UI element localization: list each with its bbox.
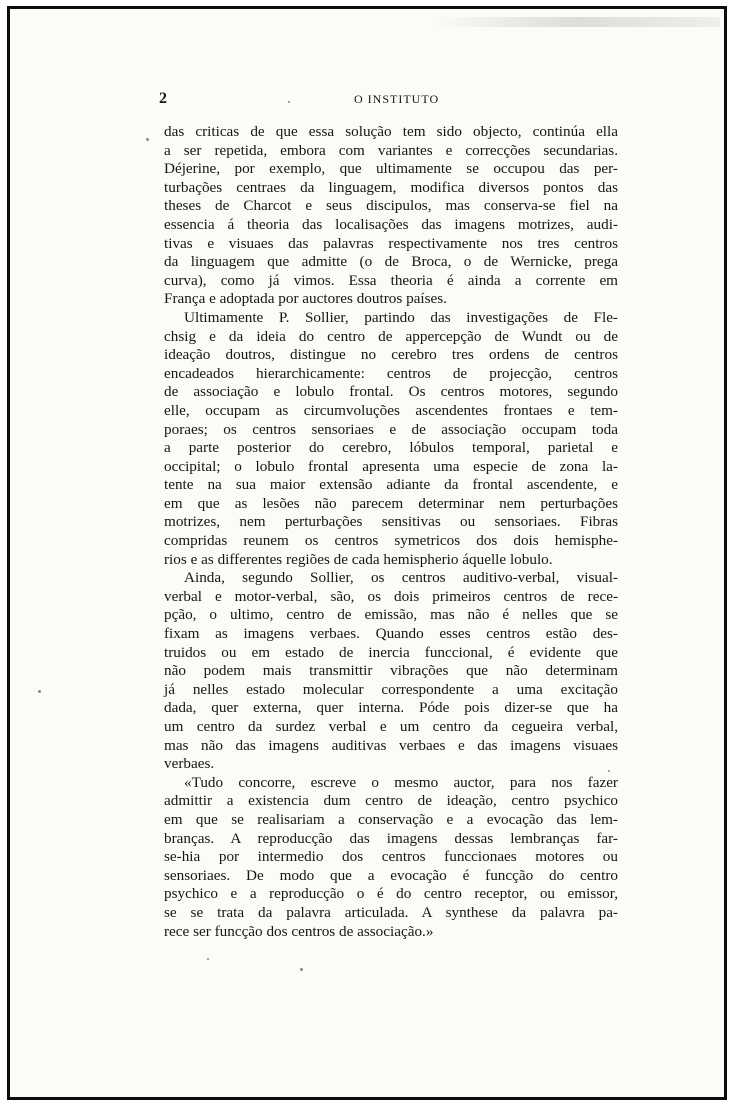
running-head: O INSTITUTO (354, 92, 440, 106)
text-line: mas não das imagens auditivas verbaes e das imagens visuaes (164, 736, 618, 754)
text-line: tivas e visuaes das palavras respectivamente nos tres centros (164, 234, 618, 252)
scan-speck (608, 770, 610, 772)
text-line: chsig e da ideia do centro de appercepção de Wundt ou de (164, 327, 618, 345)
text-line: elle, occupam as circumvoluções ascendentes frontaes e tem- (164, 401, 618, 419)
text-line: Déjerine, por exemplo, que ultimamente se occupou das per- (164, 160, 618, 178)
text-line: tente na sua maior extensão adiante da frontal ascendente, e (164, 476, 618, 494)
text-line: «Tudo concorre, escreve o mesmo auctor, para nos fazer (184, 773, 618, 791)
paragraph-1 (164, 123, 618, 309)
text-line: verbaes. (164, 755, 215, 773)
text-line: sensoriaes. De modo que a evocação é funcção do centro (164, 866, 618, 884)
scan-speck (38, 690, 41, 693)
text-line: não podem mais transmittir vibrações que não determinam (164, 662, 618, 680)
text-line: a ser repetida, embora com variantes e correcções secundarias. (164, 141, 618, 159)
text-line: Ultimamente P. Sollier, partindo das investigações de Fle- (184, 308, 618, 326)
text-line: occipital; o lobulo frontal apresenta uma especie de zona la- (164, 457, 618, 475)
text-line: em que se realisariam a conservação e a evocação das lem- (164, 810, 618, 828)
text-line: da linguagem que admitte (o de Broca, o de Wernicke, prega (164, 253, 618, 271)
scan-speck (300, 968, 303, 971)
text-line: Ainda, segundo Sollier, os centros auditivo-verbal, visual- (184, 569, 618, 587)
text-line: França e adoptada por auctores doutros países. (164, 290, 447, 308)
text-line: essencia á theoria das localisações das imagens motrizes, audi- (164, 215, 618, 233)
scan-speck (146, 138, 149, 141)
text-line: ideação doutros, distingue no cerebro tres ordens de centros (164, 346, 618, 364)
text-line: se-hia por intermedio dos centros funccionaes motores ou (164, 848, 618, 866)
paragraph-3 (164, 569, 618, 774)
text-line: poraes; os centros sensoriaes e de associação occupam toda (164, 420, 618, 438)
text-line: das criticas de que essa solução tem sido objecto, continúa ella (164, 123, 618, 140)
body-text (164, 123, 618, 941)
paragraph-4 (164, 774, 618, 941)
text-line: theses de Charcot e seus discipulos, mas conserva-se fiel na (164, 197, 618, 215)
text-line: rios e as differentes regiões de cada hemispherio áquelle lobulo. (164, 550, 553, 568)
text-line: dada, quer externa, quer interna. Póde pois dizer-se que ha (164, 699, 618, 717)
text-line: motrizes, nem perturbações sensitivas ou sensoriaes. Fibras (164, 513, 618, 531)
text-line: truidos ou em estado de inercia funccional, é evidente que (164, 643, 618, 661)
scan-speck (207, 958, 209, 960)
text-line: psychico e a reproducção o é do centro receptor, ou emissor, (164, 885, 618, 903)
paragraph-2 (164, 309, 618, 569)
scan-shadow (430, 17, 720, 27)
text-line: pção, o ultimo, centro de emissão, mas não é nelles que se (164, 606, 618, 624)
text-line: admittir a existencia dum centro de ideação, centro psychico (164, 792, 618, 810)
text-line: fixam as imagens verbaes. Quando esses centros estão des- (164, 625, 618, 643)
page-number: 2 (159, 90, 168, 107)
text-line: de associação e lobulo frontal. Os centros motores, segundo (164, 383, 618, 401)
text-line: branças. A reproducção das imagens dessas lembranças far- (164, 829, 618, 847)
text-line: a parte posterior do cerebro, lóbulos temporal, parietal e (164, 439, 618, 457)
text-line: verbal e motor-verbal, são, os dois primeiros centros de rece- (164, 587, 618, 605)
text-line: em que as lesões não parecem determinar nem perturbações (164, 494, 618, 512)
text-line: curva), como já vimos. Essa theoria é ainda a corrente em (164, 271, 618, 289)
text-line: compridas reunem os centros symetricos dos dois hemisphe- (164, 532, 618, 550)
text-line: já nelles estado molecular correspondente a uma excitação (164, 680, 618, 698)
scan-speck (288, 101, 290, 103)
text-line: encadeados hierarchicamente: centros de projecção, centros (164, 364, 618, 382)
page-header (159, 90, 614, 108)
text-line: turbações centraes da linguagem, modifica diversos pontos das (164, 178, 618, 196)
text-line: um centro da surdez verbal e um centro da cegueira verbal, (164, 718, 618, 735)
text-line: rece ser funcção dos centros de associação.» (164, 922, 434, 940)
text-line: se se trata da palavra articulada. A synthese da palavra pa- (164, 903, 618, 921)
